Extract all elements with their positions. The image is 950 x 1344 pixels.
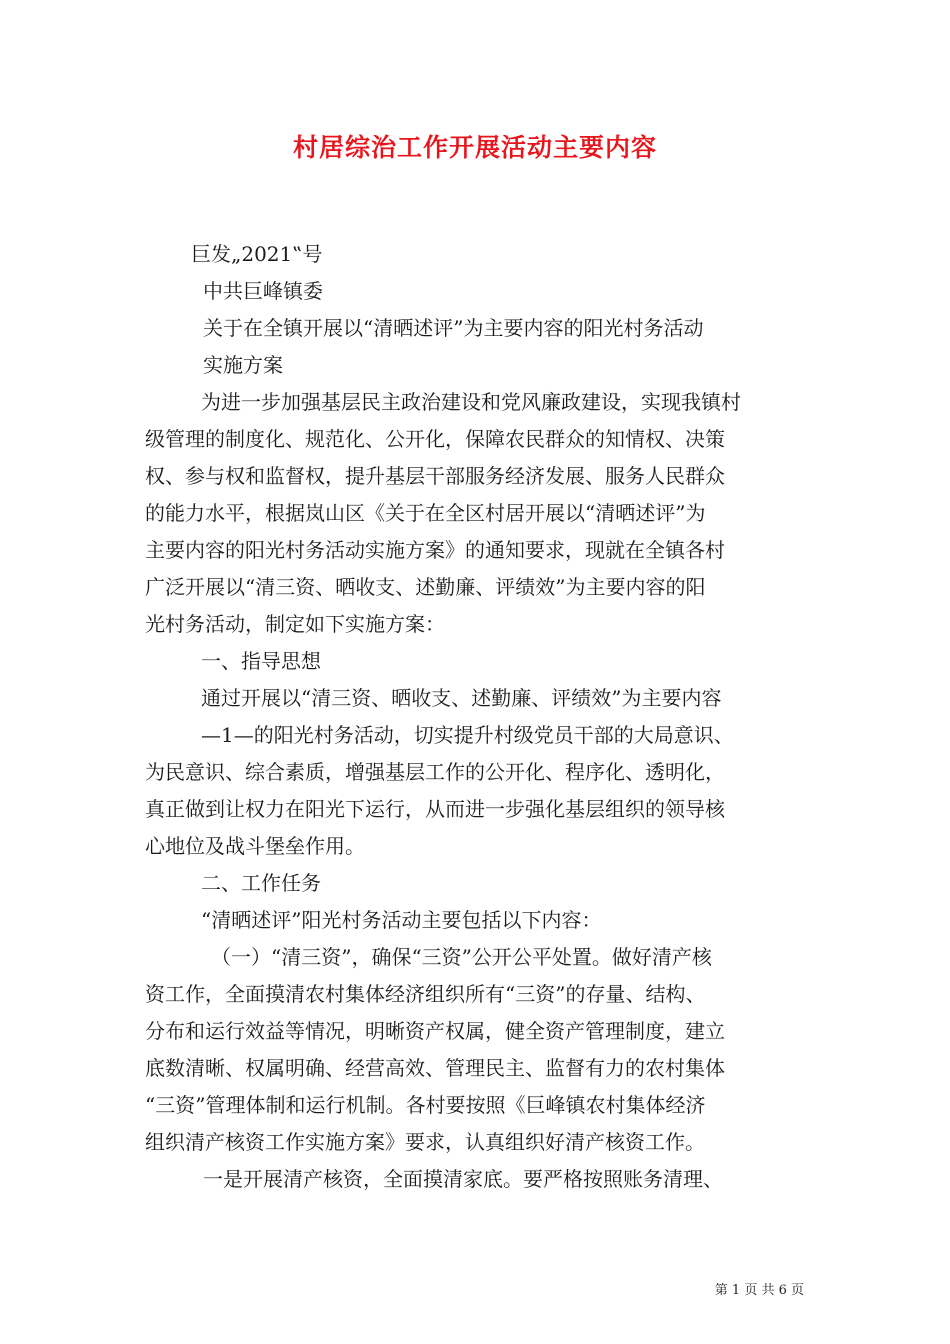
page-footer: 第 1 页 共 6 页	[714, 1283, 804, 1298]
text-line: “清晒述评”阳光村务活动主要包括以下内容：	[201, 908, 602, 932]
text-line: 关于在全镇开展以“清晒述评”为主要内容的阳光村务活动	[203, 316, 704, 340]
text-line: 一、指导思想	[201, 649, 321, 673]
text-line: 广泛开展以“清三资、晒收支、述勤廉、评绩效”为主要内容的阳	[145, 575, 706, 599]
text-line: 为进一步加强基层民主政治建设和党风廉政建设，实现我镇村	[201, 390, 741, 414]
text-line: 心地位及战斗堡垒作用。	[145, 834, 365, 858]
document-body	[145, 236, 807, 1198]
text-line: 光村务活动，制定如下实施方案：	[145, 612, 445, 636]
document-title: 村居综治工作开展活动主要内容	[292, 133, 657, 162]
text-line: 组织清产核资工作实施方案》要求，认真组织好清产核资工作。	[145, 1130, 705, 1154]
text-line: 分布和运行效益等情况，明晰资产权属，健全资产管理制度，建立	[145, 1019, 725, 1043]
text-line: —1—的阳光村务活动，切实提升村级党员干部的大局意识、	[201, 723, 734, 747]
text-line: 级管理的制度化、规范化、公开化，保障农民群众的知情权、决策	[145, 427, 725, 451]
text-line: 通过开展以“清三资、晒收支、述勤廉、评绩效”为主要内容	[201, 686, 722, 710]
text-line: 二、工作任务	[201, 871, 321, 895]
text-line: 中共巨峰镇委	[203, 279, 323, 303]
text-line: 巨发„2021‟号	[191, 242, 323, 266]
text-line: 实施方案	[203, 353, 283, 377]
text-line: 资工作，全面摸清农村集体经济组织所有“三资”的存量、结构、	[145, 982, 706, 1006]
text-line: 主要内容的阳光村务活动实施方案》的通知要求，现就在全镇各村	[145, 538, 725, 562]
text-line: 权、参与权和监督权，提升基层干部服务经济发展、服务人民群众	[145, 464, 725, 488]
text-line: 底数清晰、权属明确、经营高效、管理民主、监督有力的农村集体	[145, 1056, 725, 1080]
text-line: “三资”管理体制和运行机制。各村要按照《巨峰镇农村集体经济	[145, 1093, 706, 1117]
text-line: 为民意识、综合素质，增强基层工作的公开化、程序化、透明化，	[145, 760, 725, 784]
text-line: 真正做到让权力在阳光下运行，从而进一步强化基层组织的领导核	[145, 797, 725, 821]
text-line: （一）“清三资”，确保“三资”公开公平处置。做好清产核	[211, 945, 712, 969]
text-line: 一是开展清产核资，全面摸清家底。要严格按照账务清理、	[203, 1167, 723, 1191]
text-line: 的能力水平，根据岚山区《关于在全区村居开展以“清晒述评”为	[145, 501, 706, 525]
